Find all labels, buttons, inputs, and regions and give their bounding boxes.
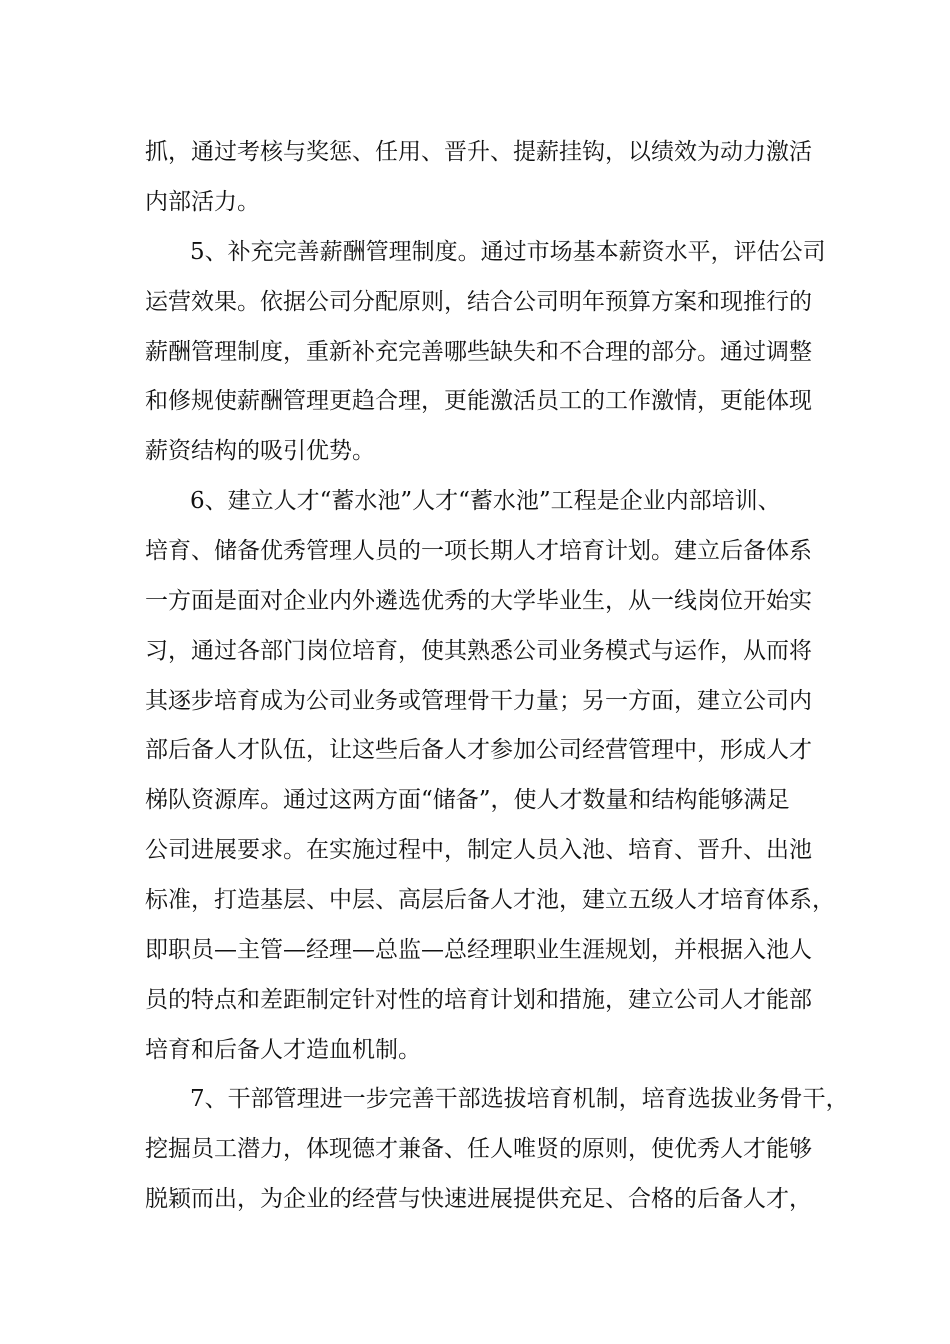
paragraph-start-line: 5、补充完善薪酬管理制度。通过市场基本薪资水平，评估公司 [190,239,826,265]
text-line: 运营效果。依据公司分配原则，结合公司明年预算方案和现推行的 [145,289,812,315]
text-line: 标准，打造基层、中层、高层后备人才池，建立五级人才培育体系， [145,887,835,913]
text-line: 梯队资源库。通过这两方面“储备”，使人才数量和结构能够满足 [145,787,790,813]
paragraph-start-line: 6、建立人才“蓄水池”人才“蓄水池”工程是企业内部培训、 [190,488,781,514]
text-line: 抓，通过考核与奖惩、任用、晋升、提薪挂钩，以绩效为动力激活 [145,139,812,165]
text-line: 薪酬管理制度，重新补充完善哪些缺失和不合理的部分。通过调整 [145,339,812,365]
text-line: 部后备人才队伍，让这些后备人才参加公司经营管理中，形成人才 [145,737,812,763]
text-line: 薪资结构的吸引优势。 [145,438,375,464]
text-line: 一方面是面对企业内外遴选优秀的大学毕业生，从一线岗位开始实 [145,588,812,614]
paragraph-start-line: 7、干部管理进一步完善干部选拔培育机制，培育选拔业务骨干， [190,1086,849,1112]
text-line: 培育、储备优秀管理人员的一项长期人才培育计划。建立后备体系 [145,538,812,564]
text-line: 其逐步培育成为公司业务或管理骨干力量；另一方面，建立公司内 [145,688,812,714]
text-line: 挖掘员工潜力，体现德才兼备、任人唯贤的原则，使优秀人才能够 [145,1136,812,1162]
text-line: 即职员—主管—经理—总监—总经理职业生涯规划，并根据入池人 [145,937,812,963]
text-line: 脱颖而出，为企业的经营与快速进展提供充足、合格的后备人才， [145,1186,812,1212]
text-line: 公司进展要求。在实施过程中，制定人员入池、培育、晋升、出池 [145,837,812,863]
text-line: 和修规使薪酬管理更趋合理，更能激活员工的工作激情，更能体现 [145,388,812,414]
text-line: 员的特点和差距制定针对性的培育计划和措施，建立公司人才能部 [145,987,812,1013]
text-line: 培育和后备人才造血机制。 [145,1037,421,1063]
text-line: 习，通过各部门岗位培育，使其熟悉公司业务模式与运作，从而将 [145,638,812,664]
text-line: 内部活力。 [145,189,260,215]
